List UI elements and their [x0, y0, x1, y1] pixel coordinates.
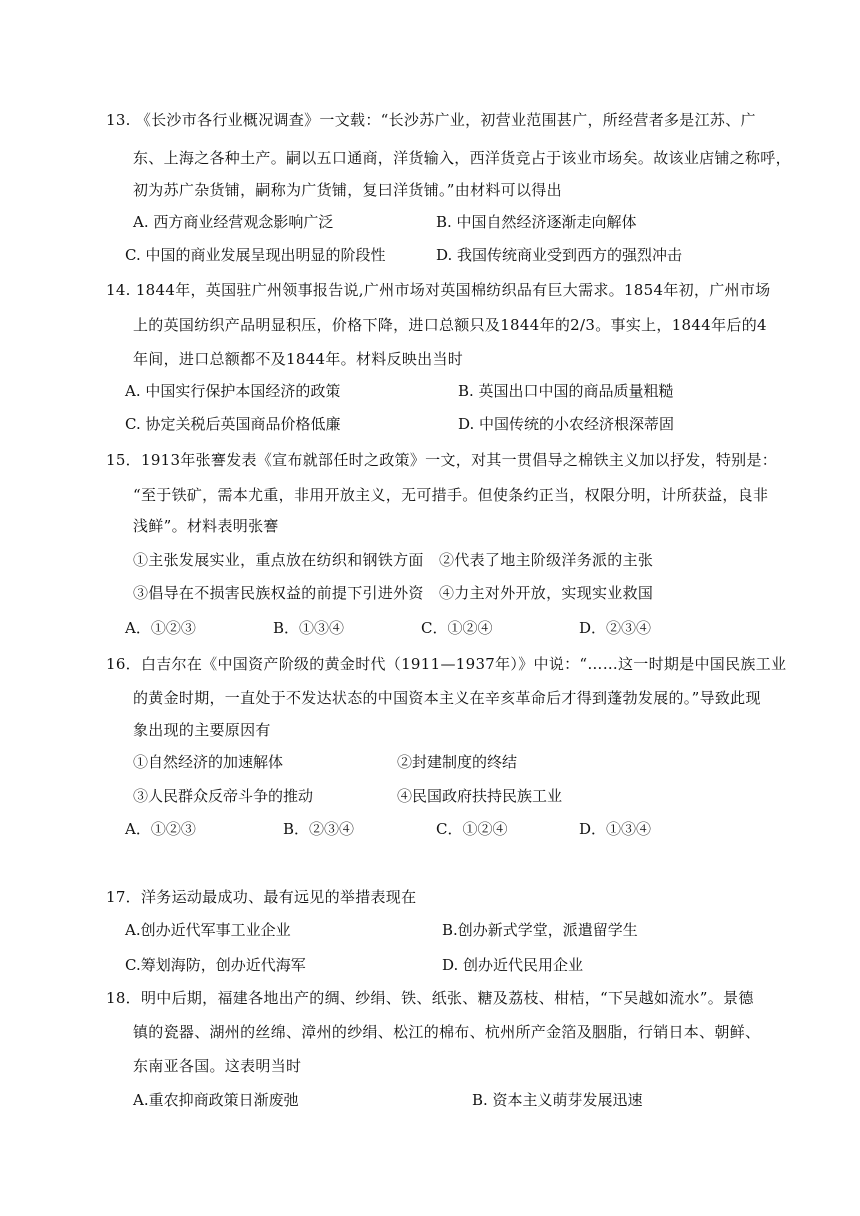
question-16-stem-line-1: 16．白吉尔在《中国资产阶级的黄金时代（1911—1937年）》中说：“……这一时期是中国民族工业: [106, 655, 787, 673]
question-15-statement-line-2: ③倡导在不损害民族权益的前提下引进外资 ④力主对外开放，实现实业救国: [133, 584, 654, 602]
question-14-option-c: C. 协定关税后英国商品价格低廉: [125, 415, 341, 433]
question-15-option-d: D．②③④: [579, 619, 652, 637]
question-13-stem-line-3: 初为苏广杂货铺，嗣称为广货铺，复曰洋货铺。”由材料可以得出: [133, 181, 562, 199]
question-13-option-c: C. 中国的商业发展呈现出明显的阶段性: [125, 246, 386, 264]
question-16-stem-line-3: 象出现的主要原因有: [133, 721, 271, 739]
question-16-item-4: ④民国政府扶持民族工业: [397, 787, 563, 805]
question-16-option-b: B．②③④: [283, 820, 355, 838]
question-18-option-b: B. 资本主义萌芽发展迅速: [472, 1091, 643, 1109]
question-18-option-a: A.重农抑商政策日渐废弛: [133, 1091, 299, 1109]
question-18-stem-line-2: 镇的瓷器、湖州的丝绵、漳州的纱绢、松江的棉布、杭州所产金箔及胭脂，行销日本、朝鲜、: [133, 1023, 761, 1041]
question-14-option-a: A. 中国实行保护本国经济的政策: [125, 382, 341, 400]
question-18-stem-line-1: 18．明中后期，福建各地出产的绸、纱绢、铁、纸张、糖及荔枝、柑桔，“下吴越如流水”。景德: [106, 989, 754, 1007]
question-14-option-b: B. 英国出口中国的商品质量粗糙: [458, 382, 674, 400]
question-16-option-a: A．①②③: [125, 820, 196, 838]
question-14-option-d: D. 中国传统的小农经济根深蒂固: [458, 415, 675, 433]
question-13-option-a: A. 西方商业经营观念影响广泛: [133, 213, 334, 231]
question-18-stem-line-3: 东南亚各国。这表明当时: [133, 1057, 302, 1075]
question-17-option-c: C.筹划海防，创办近代海军: [125, 956, 306, 974]
question-13-option-b: B. 中国自然经济逐渐走向解体: [436, 213, 637, 231]
question-17-option-b: B.创办新式学堂，派遣留学生: [442, 921, 638, 939]
question-13-stem-line-1: 13. 《长沙市各行业概况调查》一文载：“长沙苏广业，初营业范围甚广，所经营者多是江苏、广: [106, 111, 756, 129]
question-16-option-c: C．①②④: [436, 820, 508, 838]
question-16-item-1: ①自然经济的加速解体: [133, 753, 284, 771]
question-15-stem-line-2: “至于铁矿，需本尤重，非用开放主义，无可措手。但使条约正当，权限分明，计所获益，良非: [133, 486, 769, 504]
question-17-option-d: D. 创办近代民用企业: [442, 956, 584, 974]
question-15-option-c: C．①②④: [421, 619, 493, 637]
question-17-stem-line-1: 17．洋务运动最成功、最有远见的举措表现在: [106, 888, 417, 906]
question-14-stem-line-1: 14. 1844年，英国驻广州领事报告说,广州市场对英国棉纺织品有巨大需求。1854年初，广州市场: [106, 281, 771, 299]
question-13-stem-line-2: 东、上海之各种土产。嗣以五口通商，洋货输入，西洋货竞占于该业市场矣。故该业店铺之称呼，: [133, 149, 791, 167]
question-16-item-2: ②封建制度的终结: [397, 753, 518, 771]
question-15-stem-line-1: 15．1913年张謇发表《宣布就部任时之政策》一文，对其一贯倡导之棉铁主义加以抒发，特别是：: [106, 451, 778, 469]
question-14-stem-line-2: 上的英国纺织产品明显积压，价格下降，进口总额只及1844年的2/3。事实上，1844年后的4: [133, 316, 767, 334]
question-15-option-b: B．①③④: [273, 619, 345, 637]
question-16-stem-line-2: 的黄金时期，一直处于不发达状态的中国资本主义在辛亥革命后才得到蓬勃发展的。”导致此现: [133, 689, 761, 707]
question-16-item-3: ③人民群众反帝斗争的推动: [133, 787, 314, 805]
question-15-statement-line-1: ①主张发展实业，重点放在纺织和钢铁方面 ②代表了地主阶级洋务派的主张: [133, 551, 654, 569]
question-15-option-a: A．①②③: [125, 619, 196, 637]
question-14-stem-line-3: 年间，进口总额都不及1844年。材料反映出当时: [133, 350, 464, 368]
question-17-option-a: A.创办近代军事工业企业: [125, 921, 291, 939]
question-15-stem-line-3: 浅鲜”。材料表明张謇: [133, 517, 279, 535]
question-13-option-d: D. 我国传统商业受到西方的强烈冲击: [436, 246, 683, 264]
question-16-option-d: D．①③④: [579, 820, 652, 838]
